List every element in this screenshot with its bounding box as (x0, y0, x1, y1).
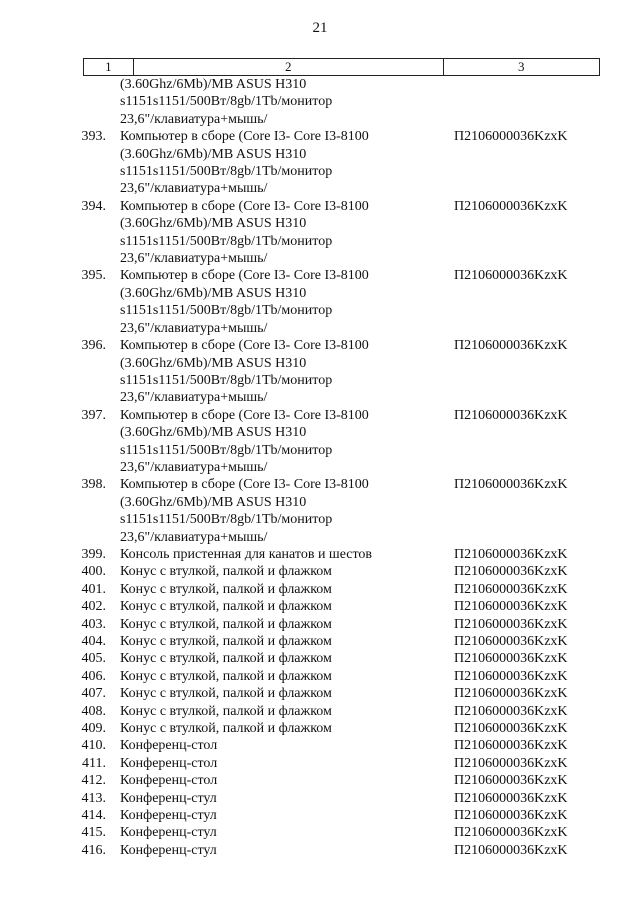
table-row (0, 581, 640, 598)
item-description: Конференц-стул (120, 790, 217, 806)
inventory-code: П2106000036KzxK (454, 268, 568, 284)
table-row (0, 790, 640, 807)
table-row (0, 598, 640, 615)
table-row (0, 476, 640, 546)
inventory-code: П2106000036KzxK (454, 477, 568, 493)
page-number: 21 (312, 20, 328, 36)
row-number: 408. (81, 703, 106, 719)
table-row (0, 772, 640, 789)
table-row (0, 668, 640, 685)
item-description: Конференц-стол (120, 773, 218, 789)
table-row (0, 703, 640, 720)
item-description: Конференц-стул (120, 842, 217, 858)
item-description: Конус с втулкой, палкой и флажком (120, 581, 332, 597)
item-description: Конус с втулкой, палкой и флажком (120, 599, 332, 615)
item-description: Конус с втулкой, палкой и флажком (120, 564, 332, 580)
row-number: 399. (81, 546, 106, 562)
inventory-code: П2106000036KzxK (454, 668, 568, 684)
row-number: 407. (81, 686, 106, 702)
row-number: 395. (81, 268, 106, 284)
item-description: Компьютер в сборе (Core I3- Core I3-8100 (3.60Ghz/6Mb)/MB ASUS H310 s1151s1151/500Вт/8gb/1Tb/монитор 23,6"/клавиатура+мышь/ (120, 477, 369, 545)
inventory-code: П2106000036KzxK (454, 581, 568, 597)
inventory-code (442, 76, 640, 128)
table-row (0, 755, 640, 772)
inventory-code: П2106000036KzxK (454, 721, 568, 737)
table-row (0, 267, 640, 337)
item-description: Компьютер в сборе (Core I3- Core I3-8100 (3.60Ghz/6Mb)/MB ASUS H310 s1151s1151/500Вт/8gb/1Tb/монитор 23,6"/клавиатура+мышь/ (120, 268, 369, 336)
inventory-code: П2106000036KzxK (454, 703, 568, 719)
table-row (0, 685, 640, 702)
row-number: 398. (81, 477, 106, 493)
header-col-1: 1 (83, 59, 134, 75)
row-number (0, 76, 120, 128)
table-row (0, 337, 640, 407)
row-number: 404. (81, 634, 106, 649)
item-description: Конус с втулкой, палкой и флажком (120, 651, 332, 667)
table-row (0, 824, 640, 841)
inventory-code: П2106000036KzxK (454, 129, 568, 145)
item-description: Компьютер в сборе (Core I3- Core I3-8100 (3.60Ghz/6Mb)/MB ASUS H310 s1151s1151/500Вт/8gb/1Tb/монитор 23,6"/клавиатура+мышь/ (120, 338, 369, 406)
table-row (0, 76, 640, 128)
table-row (0, 737, 640, 754)
row-number: 401. (81, 581, 106, 597)
row-number: 411. (82, 755, 106, 771)
row-number: 396. (81, 338, 106, 354)
item-description: Конференц-стул (120, 825, 217, 841)
item-description: Конус с втулкой, палкой и флажком (120, 668, 332, 684)
row-number: 405. (81, 651, 106, 667)
item-description: Консоль пристенная для канатов и шестов (120, 546, 373, 562)
row-number: 402. (81, 599, 106, 615)
inventory-code: П2106000036KzxK (454, 773, 568, 789)
row-number: 410. (81, 738, 106, 754)
table-header (83, 58, 600, 76)
row-number: 394. (81, 198, 106, 214)
inventory-code: П2106000036KzxK (454, 790, 568, 806)
table-row (0, 720, 640, 737)
item-description: Конус с втулкой, палкой и флажком (120, 686, 332, 702)
item-description: Конус с втулкой, палкой и флажком (120, 634, 332, 649)
item-description: Конференц-стол (120, 738, 218, 754)
row-number: 415. (81, 825, 106, 841)
item-description: Конус с втулкой, палкой и флажком (120, 616, 332, 632)
row-number: 400. (81, 564, 106, 580)
table-body (0, 76, 640, 859)
row-number: 403. (81, 616, 106, 632)
inventory-code: П2106000036KzxK (454, 738, 568, 754)
row-number: 413. (81, 790, 106, 806)
item-description: (3.60Ghz/6Mb)/MB ASUS H310 s1151s1151/500Вт/8gb/1Tb/монитор 23,6"/клавиатура+мышь/ (120, 77, 333, 127)
item-description: Конус с втулкой, палкой и флажком (120, 721, 332, 737)
inventory-code: П2106000036KzxK (454, 564, 568, 580)
inventory-code: П2106000036KzxK (454, 842, 568, 858)
item-description: Компьютер в сборе (Core I3- Core I3-8100 (3.60Ghz/6Mb)/MB ASUS H310 s1151s1151/500Вт/8gb/1Tb/монитор 23,6"/клавиатура+мышь/ (120, 198, 369, 267)
row-number: 412. (81, 773, 106, 789)
table-row (0, 546, 640, 563)
inventory-code: П2106000036KzxK (454, 338, 568, 354)
table-row (0, 616, 640, 633)
inventory-code: П2106000036KzxK (454, 198, 568, 214)
table-row (0, 407, 640, 477)
table-row (0, 198, 640, 268)
header-col-3: 3 (444, 59, 600, 75)
row-number: 393. (81, 129, 106, 145)
inventory-code: П2106000036KzxK (454, 755, 568, 771)
row-number: 406. (81, 668, 106, 684)
row-number: 397. (81, 407, 106, 423)
inventory-code: П2106000036KzxK (454, 651, 568, 667)
header-col-2: 2 (134, 59, 444, 75)
item-description: Конус с втулкой, палкой и флажком (120, 703, 332, 719)
row-number: 414. (81, 808, 106, 824)
row-number: 409. (81, 721, 106, 737)
table-row (0, 633, 640, 650)
item-description: Конференц-стул (120, 808, 217, 824)
table-row (0, 128, 640, 198)
inventory-code: П2106000036KzxK (454, 686, 568, 702)
item-description: Конференц-стол (120, 755, 218, 771)
inventory-code: П2106000036KzxK (454, 546, 568, 562)
item-description: Компьютер в сборе (Core I3- Core I3-8100 (3.60Ghz/6Mb)/MB ASUS H310 s1151s1151/500Вт/8gb/1Tb/монитор 23,6"/клавиатура+мышь/ (120, 407, 369, 475)
inventory-code: П2106000036KzxK (454, 634, 568, 649)
inventory-code: П2106000036KzxK (454, 825, 568, 841)
item-description: Компьютер в сборе (Core I3- Core I3-8100 (3.60Ghz/6Mb)/MB ASUS H310 s1151s1151/500Вт/8gb/1Tb/монитор 23,6"/клавиатура+мышь/ (120, 129, 369, 197)
inventory-code: П2106000036KzxK (454, 616, 568, 632)
table-row (0, 563, 640, 580)
inventory-code: П2106000036KzxK (454, 808, 568, 824)
table-row (0, 650, 640, 667)
table-row (0, 842, 640, 859)
table-row (0, 807, 640, 824)
inventory-code: П2106000036KzxK (454, 407, 568, 423)
inventory-code: П2106000036KzxK (454, 599, 568, 615)
row-number: 416. (81, 842, 106, 858)
